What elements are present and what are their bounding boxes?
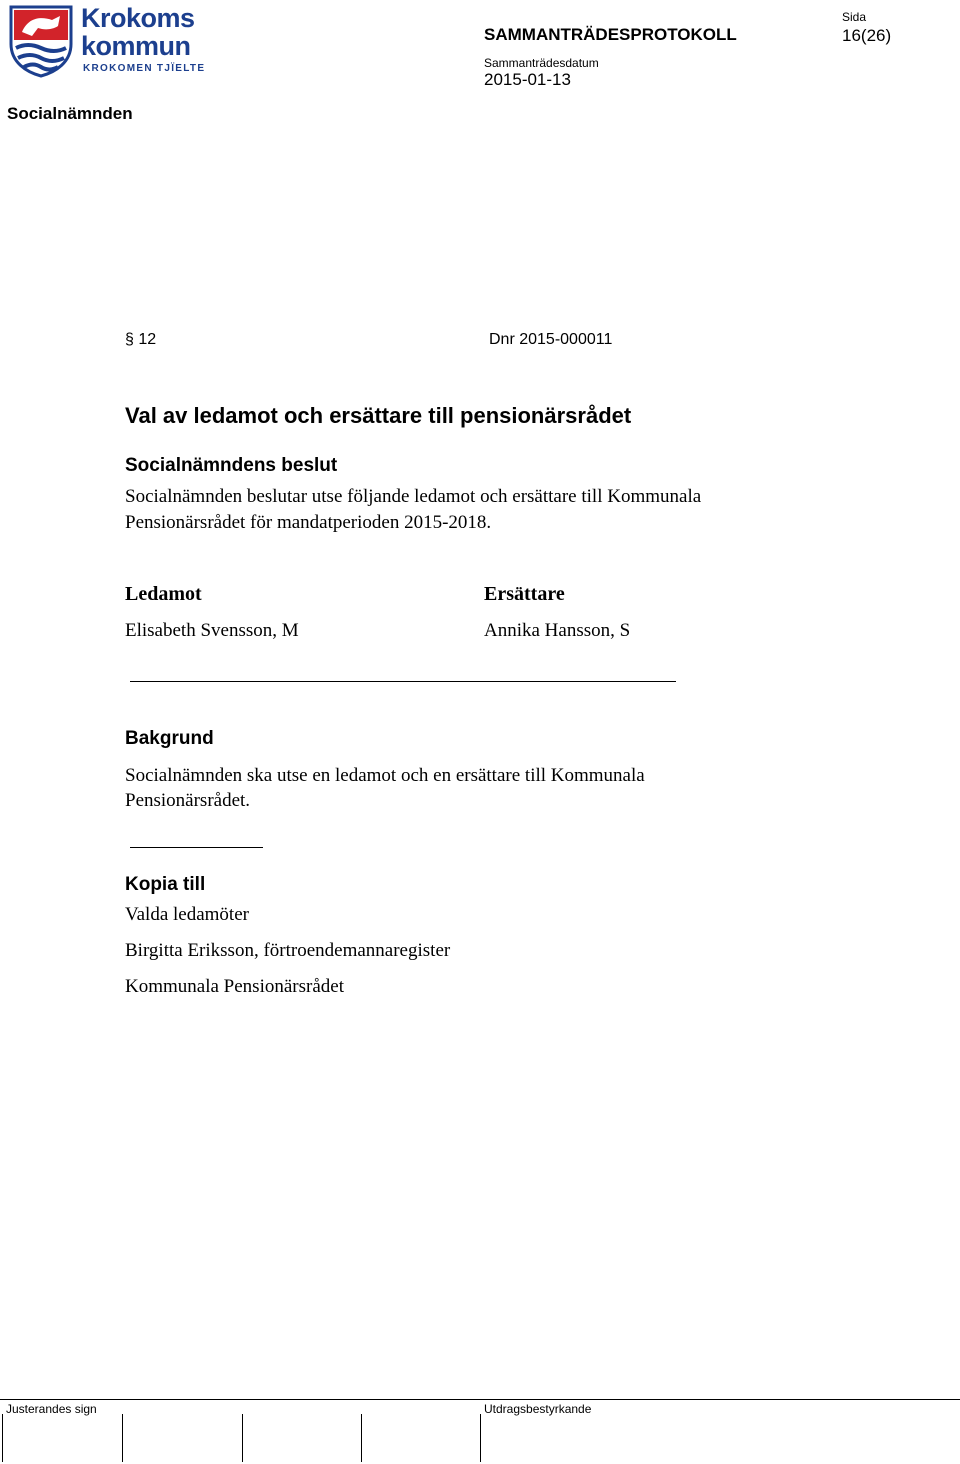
item-title: Val av ledamot och ersättare till pensionärsrådet	[125, 403, 632, 428]
short-divider	[130, 847, 263, 848]
deputy-column-header: Ersättare	[484, 583, 565, 605]
background-text-line2: Pensionärsrådet.	[125, 790, 251, 811]
adjuster-signature-label: Justerandes sign	[6, 1402, 97, 1416]
signature-box-divider	[2, 1414, 3, 1462]
logo-name-line1: Krokoms	[81, 3, 195, 33]
committee-name: Socialnämnden	[7, 104, 133, 123]
deputy-name: Annika Hansson, S	[484, 620, 631, 641]
decision-text-line2: Pensionärsrådet för mandatperioden 2015-2018.	[125, 512, 492, 533]
logo-sami-name: KROKOMEN TJÏELTE	[83, 63, 206, 74]
meeting-date: 2015-01-13	[484, 70, 571, 89]
municipality-crest-logo	[8, 4, 74, 78]
meeting-date-label: Sammanträdesdatum	[484, 56, 599, 70]
copy-to-heading: Kopia till	[125, 874, 206, 895]
background-text-line1: Socialnämnden ska utse en ledamot och en ersättare till Kommunala	[125, 765, 645, 786]
member-column-header: Ledamot	[125, 583, 202, 605]
paragraph-number: § 12	[125, 331, 157, 348]
page-label: Sida	[842, 10, 867, 24]
extract-certification-label: Utdragsbestyrkande	[484, 1402, 592, 1416]
copy-recipient: Kommunala Pensionärsrådet	[125, 976, 344, 997]
signature-box-divider	[122, 1414, 123, 1462]
decision-heading: Socialnämndens beslut	[125, 455, 338, 476]
case-number: Dnr 2015-000011	[489, 331, 613, 348]
member-name: Elisabeth Svensson, M	[125, 620, 299, 641]
background-heading: Bakgrund	[125, 728, 214, 749]
footer-rule	[0, 1399, 960, 1400]
copy-recipient: Birgitta Eriksson, förtroendemannaregister	[125, 940, 451, 961]
signature-box-divider	[361, 1414, 362, 1462]
logo-name-line2: kommun	[81, 31, 191, 61]
copy-recipient: Valda ledamöter	[125, 904, 249, 925]
section-divider	[130, 681, 676, 682]
page-number: 16(26)	[842, 26, 892, 45]
decision-text-line1: Socialnämnden beslutar utse följande ledamot och ersättare till Kommunala	[125, 486, 702, 507]
signature-box-divider	[242, 1414, 243, 1462]
signature-box-divider	[480, 1414, 481, 1462]
document-type: SAMMANTRÄDESPROTOKOLL	[484, 25, 737, 44]
